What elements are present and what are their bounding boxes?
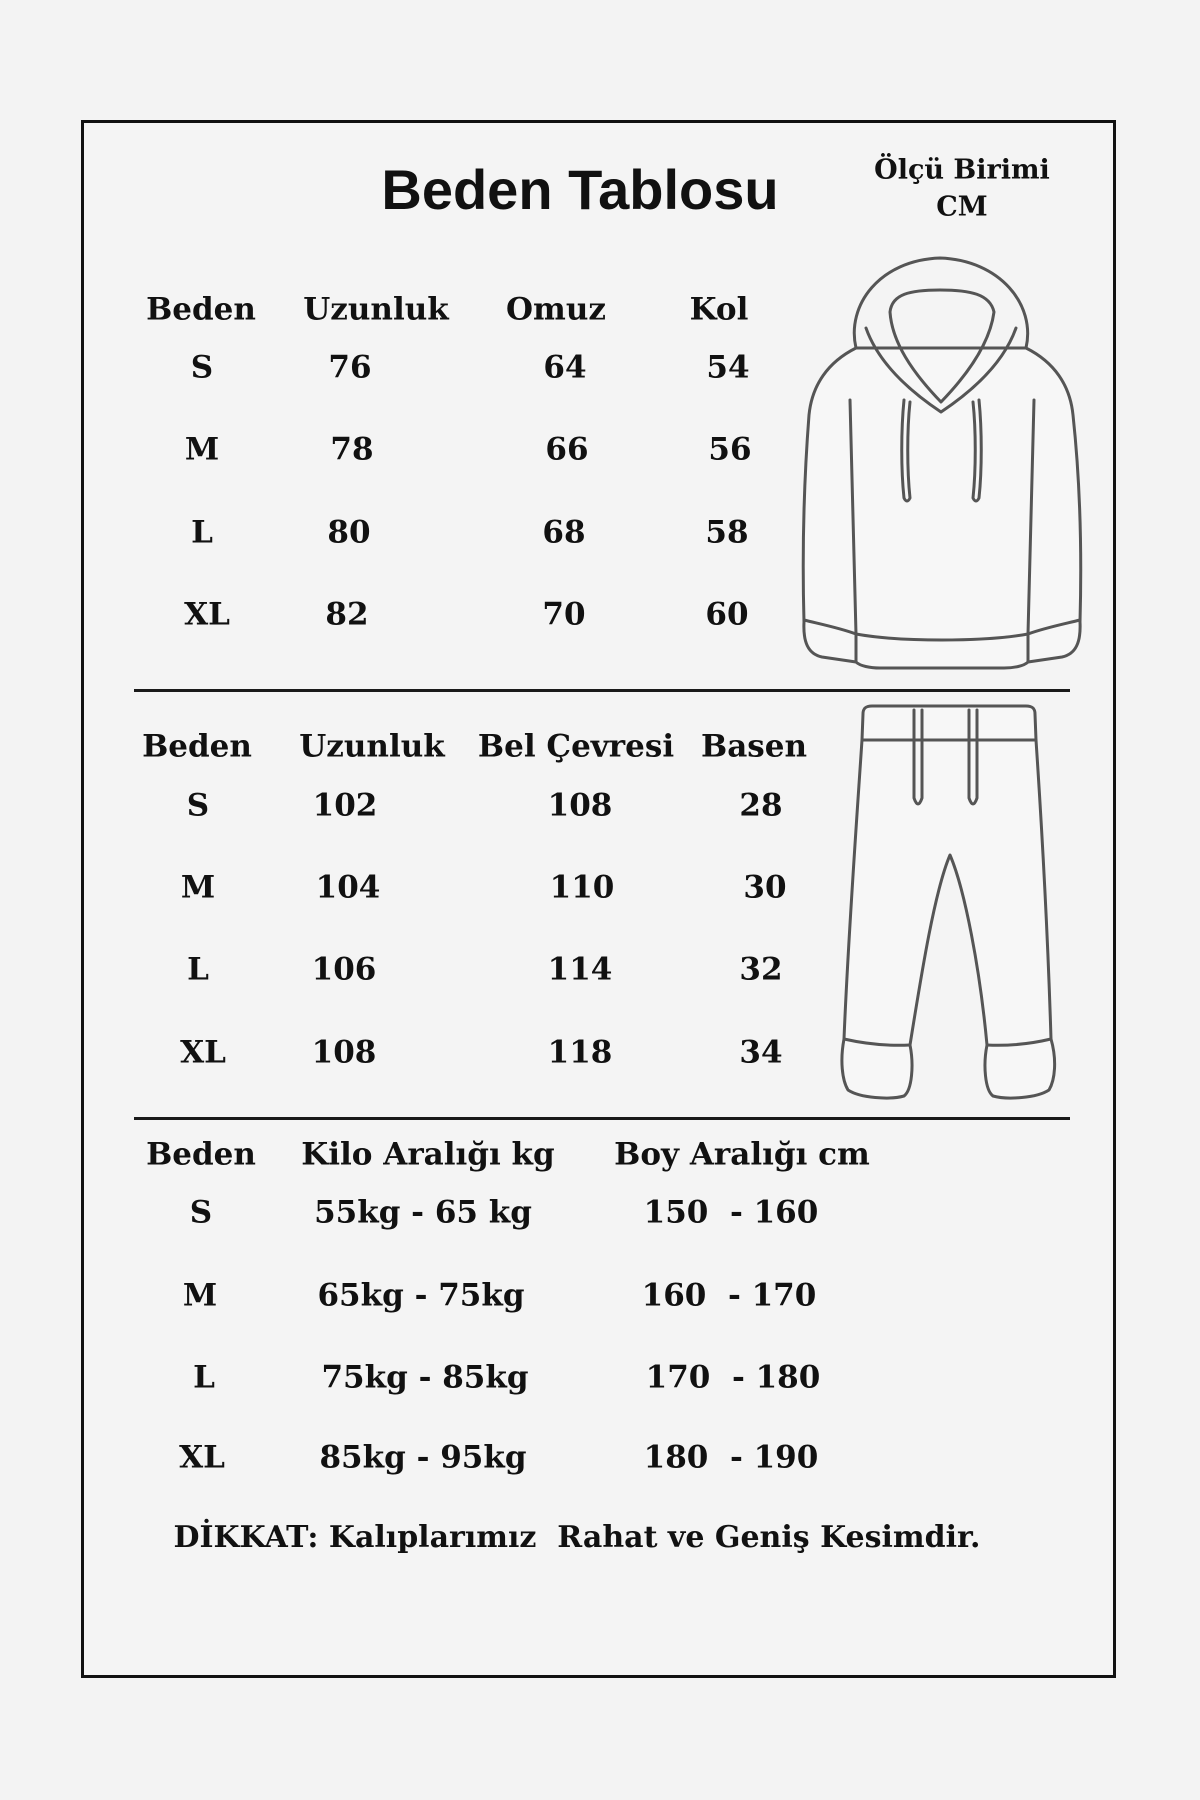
hoodie-row-xl-size: XL — [184, 596, 230, 633]
range-row-s-weight: 55kg - 65 kg — [314, 1194, 532, 1231]
range-header-weight: Kilo Aralığı kg — [301, 1136, 555, 1173]
hoodie-header-length: Uzunluk — [303, 291, 449, 328]
hoodie-row-m-length: 78 — [330, 431, 374, 468]
hoodie-row-m-sleeve: 56 — [708, 431, 752, 468]
hoodie-row-s-sleeve: 54 — [706, 349, 750, 386]
pants-row-l-waist: 114 — [547, 951, 613, 988]
pants-header-waist: Bel Çevresi — [477, 728, 675, 765]
page-title: Beden Tablosu — [381, 158, 779, 221]
sweatpants-icon — [830, 700, 1070, 1110]
hoodie-row-m-size: M — [184, 431, 220, 468]
hoodie-body — [803, 258, 1081, 668]
hoodie-header-sleeve: Kol — [689, 291, 749, 328]
pants-row-l-size: L — [187, 951, 209, 988]
pants-header-length: Uzunluk — [299, 728, 445, 765]
pants-row-m-size: M — [180, 869, 216, 906]
hoodie-header-size: Beden — [146, 291, 256, 328]
hoodie-row-l-length: 80 — [327, 514, 371, 551]
pants-row-m-length: 104 — [315, 869, 381, 906]
range-row-xl-size: XL — [179, 1439, 225, 1476]
pants-row-s-waist: 108 — [547, 787, 613, 824]
pants-row-s-size: S — [186, 787, 210, 824]
unit-value: CM — [936, 191, 988, 223]
hoodie-icon — [800, 250, 1090, 680]
pants-row-l-length: 106 — [311, 951, 377, 988]
pants-row-l-hip: 32 — [739, 951, 783, 988]
hoodie-row-xl-shoulder: 70 — [542, 596, 586, 633]
pants-row-m-waist: 110 — [549, 869, 615, 906]
range-row-xl-height: 180 - 190 — [643, 1439, 819, 1476]
pants-row-xl-waist: 118 — [547, 1034, 613, 1071]
range-row-m-weight: 65kg - 75kg — [317, 1277, 525, 1314]
pants-row-m-hip: 30 — [743, 869, 787, 906]
hoodie-header-shoulder: Omuz — [506, 291, 606, 328]
pants-row-s-length: 102 — [312, 787, 378, 824]
hoodie-row-s-length: 76 — [328, 349, 372, 386]
pants-row-s-hip: 28 — [739, 787, 783, 824]
section-divider-1 — [134, 689, 1070, 692]
range-row-l-weight: 75kg - 85kg — [321, 1359, 529, 1396]
range-header-size: Beden — [146, 1136, 256, 1173]
hoodie-row-xl-length: 82 — [325, 596, 369, 633]
range-header-height: Boy Aralığı cm — [614, 1136, 870, 1173]
range-row-s-size: S — [189, 1194, 213, 1231]
unit-label: Ölçü Birimi — [874, 154, 1050, 186]
hoodie-row-l-sleeve: 58 — [705, 514, 749, 551]
pants-header-hip: Basen — [700, 728, 808, 765]
pants-row-xl-size: XL — [180, 1034, 226, 1071]
range-row-m-height: 160 - 170 — [641, 1277, 817, 1314]
section-divider-2 — [134, 1117, 1070, 1120]
pants-row-xl-hip: 34 — [739, 1034, 783, 1071]
range-row-s-height: 150 - 160 — [643, 1194, 819, 1231]
range-row-l-height: 170 - 180 — [645, 1359, 821, 1396]
hoodie-row-l-size: L — [191, 514, 213, 551]
hoodie-row-m-shoulder: 66 — [545, 431, 589, 468]
range-row-l-size: L — [193, 1359, 215, 1396]
hoodie-row-s-size: S — [190, 349, 214, 386]
pants-header-size: Beden — [142, 728, 252, 765]
hoodie-row-xl-sleeve: 60 — [705, 596, 749, 633]
fit-notice: DİKKAT: Kalıplarımız Rahat ve Geniş Kesimdir. — [173, 1520, 981, 1555]
pants-row-xl-length: 108 — [311, 1034, 377, 1071]
hoodie-row-s-shoulder: 64 — [543, 349, 587, 386]
range-row-m-size: M — [182, 1277, 218, 1314]
hoodie-row-l-shoulder: 68 — [542, 514, 586, 551]
range-row-xl-weight: 85kg - 95kg — [319, 1439, 527, 1476]
sweatpants-body — [842, 706, 1055, 1098]
